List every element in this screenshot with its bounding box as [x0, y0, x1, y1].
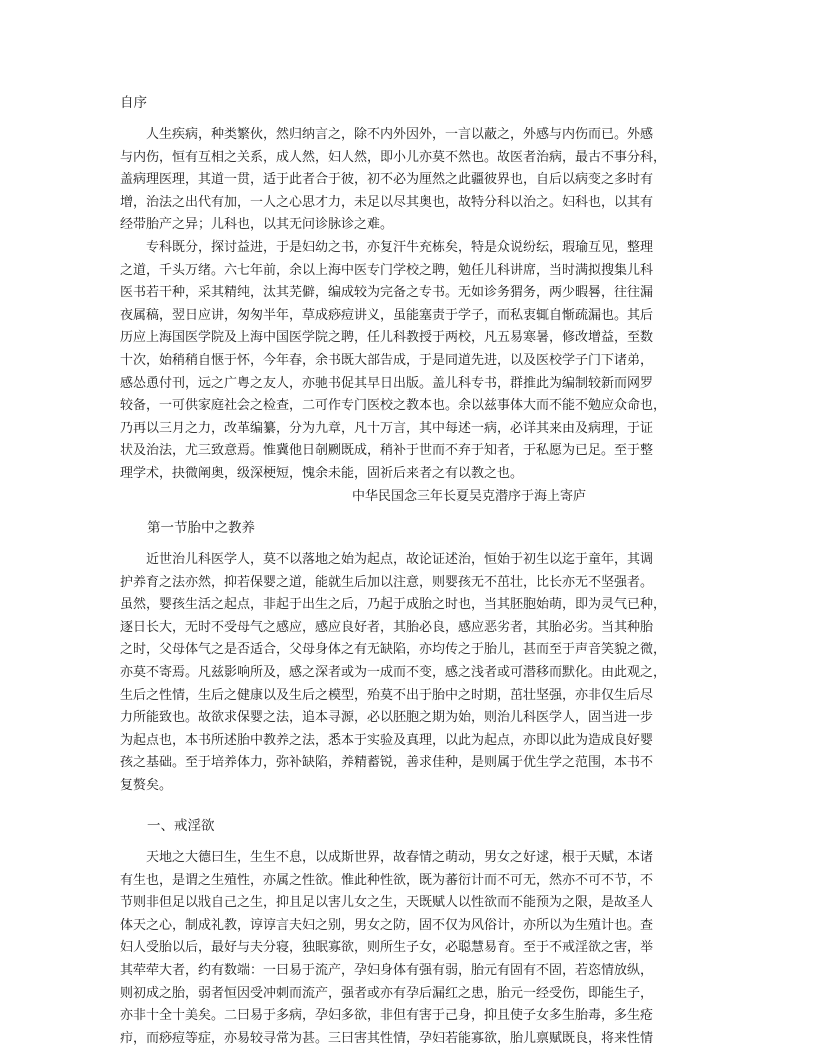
preface-title: 自序 — [120, 95, 147, 111]
preface-signature: 中华民国念三年长夏吴克潜序于海上寄庐 — [352, 489, 587, 504]
section-1-paragraph: 近世治儿科医学人，莫不以落地之始为起点，故论证述治，恒始于初生以迄于童年，其调 护养育之法亦然，抑若保婴之道，能就生后加以注意，则婴孩无不茁壮，比长亦无不坚强者。 虽然，婴孩生活之起点，非起于出生之后，乃起于成胎之时也，当其胚胞始萌，即为灵气已种， 逐日长大，无时不受母气之感应，感应良好者，其胎必良，感应恶劣者，其胎必劣。当其种胎 之时，父母体气之是否适合，父母身体之有无缺陷，亦均传之于胎儿，甚而至于声音笑貌之微， 亦莫不寄焉。凡兹影响所及，感之深者或为一成而不变，感之浅者或可潜移而默化。由此观之， 生后之性情，生后之健康以及生后之模型，殆莫不出于胎中之时期，茁壮坚强，亦非仅生后尽 力所能致也。故欲求保婴之法，追本寻源，必以胚胞之期为始，则治儿科医学人，固当进一步 为起点也，本书所述胎中教养之法，悉本于实验及真理，以此为起点，亦即以此为造成良好婴 孩之基础。至于培养体力，弥补缺陷，养精蓄锐，善求佳种，是则属于优生学之范围，本书不 复赘矣。 — [120, 552, 667, 793]
subsection-1-paragraph: 天地之大德曰生，生生不息，以成斯世界，故春情之萌动，男女之好逑，根于天赋，本诸 有生也，是谓之生殖性，亦属之性欲。惟此种性欲，既为蕃衍计而不可无，然亦不可不节，不 节则非但足以戕自己之生，抑且足以害儿女之生，天既赋人以性欲而不能预为之限，是故圣人 体天之心，制成礼教，谆谆言夫妇之别，男女之防，固不仅为风俗计，亦所以为生殖计也。查 妇人受胎以后，最好与夫分寝，独眠寡欲，则所生子女，必聪慧易育。至于不戒淫欲之害，举 其荦荦大者，约有数端：一曰易于流产，孕妇身体有强有弱，胎元有固有不固，若恣情放纵， 则初成之胎，弱者恒因受冲刺而流产，强者或亦有孕后漏红之患，胎元一经受伤，即能生子， 亦非十全十美矣。二曰易于多病，孕妇多欲，非但有害于己身，抑且使子女多生胎毒，多生疮 疖，而痧痘等症，亦易较寻常为甚。三曰害其性情，孕妇若能寡欲，胎儿禀赋既良，将来性情 — [120, 850, 654, 1046]
section-1-title: 第一节胎中之教养 — [120, 520, 255, 536]
subsection-1-title: 一、戒淫欲 — [120, 818, 215, 834]
preface-paragraph-1: 人生疾病，种类繁伙，然归纳言之，除不内外因外，一言以蔽之，外感与内伤而已。外感 与内伤，恒有互相之关系，成人然，妇人然，即小儿亦莫不然也。故医者治病，最古不事分科， 盖病理医理，其道一贯，适于此者合于彼，初不必为厘然之此疆彼界也，自后以病变之多时有 增，治法之出代有加，一人之心思才力，未足以尽其奥也，故特分科以治之。妇科也，以其有 经带胎产之异；儿科也，以其无问诊脉诊之难。 — [120, 127, 667, 233]
preface-paragraph-2: 专科既分，探讨益进，于是妇幼之书，亦复汗牛充栋矣，特是众说纷纭，瑕瑜互见，整理 之道，千头万绪。六七年前，余以上海中医专门学校之聘，勉任儿科讲席，当时满拟搜集儿科 医书若干种，采其精纯，汰其芜僻，编成较为完备之专书。无如诊务猬务，两少暇晷，往往漏 夜属稿，翌日应讲，匆匆半年，草成痧痘讲义，虽能塞责于学子，而私衷辄自惭疏漏也。其后 历应上海国医学院及上海中国医学院之聘，任儿科教授于两校，凡五易寒暑，修改增益，至数 十次，始稍稍自惬于怀，今年春，余书既大部告成，于是同道先进，以及医校学子门下诸弟， 感怂恿付刊，远之广粤之友人，亦驰书促其早日出版。盖儿科专书，群推此为编制较新而网罗 较备，一可供家庭社会之检查，二可作专门医校之教本也。余以兹事体大而不能不勉应众命也， 乃再以三月之力，改革编纂，分为九章，凡十万言，其中每述一病，必详其来由及病理，于证 状及治法，尤三致意焉。惟冀他日剞劂既成，稍补于世而不弃于知者，于私愿为已足。至于整 理学术，抉微阐奥，级深梗短，愧余未能，固祈后来者之有以教之也。 — [120, 240, 667, 481]
